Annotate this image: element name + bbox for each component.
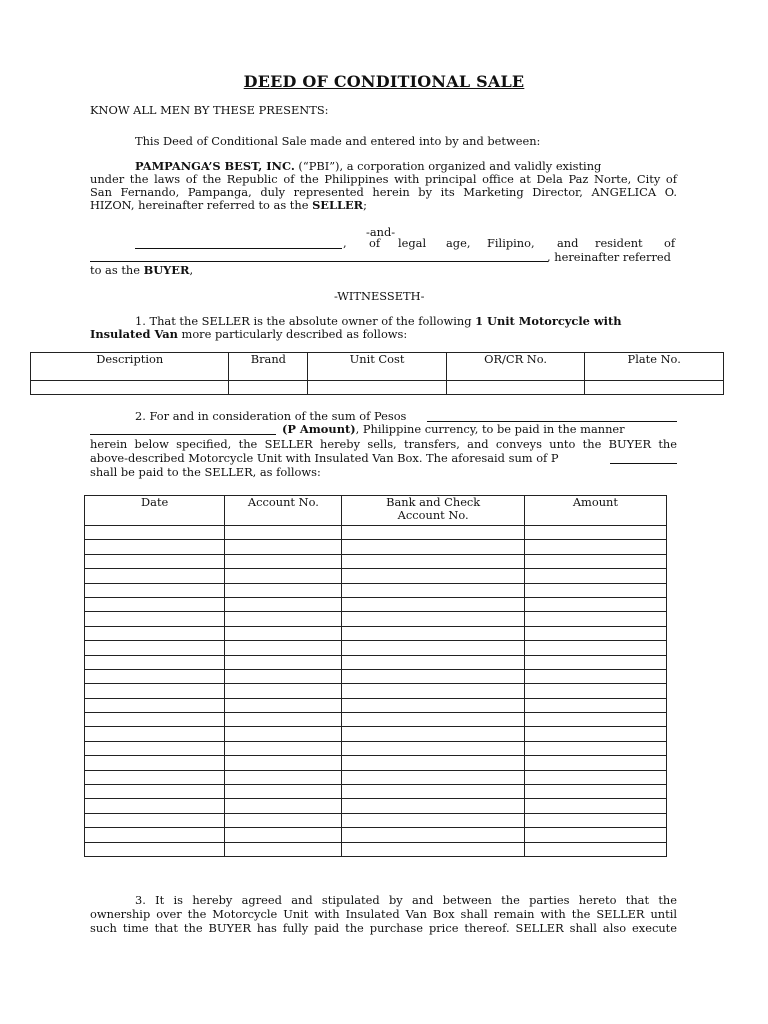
payment-cell-date[interactable] xyxy=(85,698,225,712)
seller-line-4: HIZON, hereinafter referred to as the SELLER; xyxy=(90,198,367,212)
payment-table-row xyxy=(85,828,667,842)
payment-cell-date[interactable] xyxy=(85,669,225,683)
payment-cell-account[interactable] xyxy=(225,698,342,712)
payment-table-row xyxy=(85,727,667,741)
payment-cell-amount[interactable] xyxy=(524,828,666,842)
payment-cell-amount[interactable] xyxy=(524,583,666,597)
payment-table-row xyxy=(85,655,667,669)
payment-cell-bank-check[interactable] xyxy=(342,813,524,827)
payment-table-row xyxy=(85,641,667,655)
payment-header-date: Date xyxy=(85,496,225,526)
amount-blank[interactable] xyxy=(610,453,677,464)
payment-cell-amount[interactable] xyxy=(524,698,666,712)
payment-cell-amount[interactable] xyxy=(524,540,666,554)
payment-cell-amount[interactable] xyxy=(524,741,666,755)
payment-table-row xyxy=(85,842,667,856)
clause-3-line-3: such time that the BUYER has fully paid the purchase price thereof. SELLER shall also execute xyxy=(90,921,677,935)
unit-cell-brand[interactable] xyxy=(229,381,308,395)
payment-cell-bank-check[interactable] xyxy=(342,842,524,856)
payment-cell-account[interactable] xyxy=(225,540,342,554)
payment-table-row xyxy=(85,669,667,683)
clause-2-line-3: herein below specified, the SELLER hereby sells, transfers, and conveys unto the BUYER the xyxy=(90,437,677,451)
payment-table-row xyxy=(85,540,667,554)
payment-cell-bank-check[interactable] xyxy=(342,583,524,597)
payment-cell-bank-check[interactable] xyxy=(342,756,524,770)
payment-table-row xyxy=(85,569,667,583)
payment-cell-bank-check[interactable] xyxy=(342,828,524,842)
unit-table xyxy=(30,352,724,395)
payment-cell-date[interactable] xyxy=(85,799,225,813)
clause-1-line-1: 1. That the SELLER is the absolute owner of the following 1 Unit Motorcycle with xyxy=(135,314,622,328)
payment-cell-bank-check[interactable] xyxy=(342,741,524,755)
clause-2-line-4: above-described Motorcycle Unit with Insulated Van Box. The aforesaid sum of P xyxy=(90,451,559,465)
buyer-label: BUYER xyxy=(143,263,190,277)
payment-cell-bank-check[interactable] xyxy=(342,785,524,799)
payment-cell-date[interactable] xyxy=(85,785,225,799)
payment-table-row xyxy=(85,597,667,611)
payment-cell-bank-check[interactable] xyxy=(342,727,524,741)
payment-cell-amount[interactable] xyxy=(524,626,666,640)
payment-cell-account[interactable] xyxy=(225,727,342,741)
payment-cell-bank-check[interactable] xyxy=(342,597,524,611)
payment-cell-amount[interactable] xyxy=(524,669,666,683)
payment-cell-account[interactable] xyxy=(225,741,342,755)
payment-cell-bank-check[interactable] xyxy=(342,698,524,712)
payment-table-row xyxy=(85,554,667,568)
payment-cell-amount[interactable] xyxy=(524,842,666,856)
payment-cell-account[interactable] xyxy=(225,626,342,640)
payment-table-row xyxy=(85,713,667,727)
payment-schedule-table xyxy=(84,495,667,857)
payment-cell-date[interactable] xyxy=(85,655,225,669)
payment-cell-amount[interactable] xyxy=(524,713,666,727)
payment-cell-account[interactable] xyxy=(225,828,342,842)
payment-cell-amount[interactable] xyxy=(524,756,666,770)
unit-header-description: Description xyxy=(31,353,229,381)
payment-table-row xyxy=(85,526,667,540)
payment-cell-account[interactable] xyxy=(225,669,342,683)
payment-table-row xyxy=(85,741,667,755)
payment-cell-amount[interactable] xyxy=(524,655,666,669)
payment-cell-bank-check[interactable] xyxy=(342,799,524,813)
payment-table-row xyxy=(85,698,667,712)
payment-cell-date[interactable] xyxy=(85,526,225,540)
clause-3-line-1: 3. It is hereby agreed and stipulated by and between the parties hereto that the xyxy=(135,893,677,907)
buyer-line-3: to as the BUYER, xyxy=(90,263,194,277)
payment-cell-date[interactable] xyxy=(85,741,225,755)
payment-cell-account[interactable] xyxy=(225,770,342,784)
payment-cell-bank-check[interactable] xyxy=(342,569,524,583)
unit-header-brand: Brand xyxy=(229,353,308,381)
payment-cell-account[interactable] xyxy=(225,684,342,698)
seller-line-3: San Fernando, Pampanga, duly represented herein by its Marketing Director, ANGELICA O. xyxy=(90,185,677,199)
payment-cell-bank-check[interactable] xyxy=(342,554,524,568)
amount-words-blank[interactable] xyxy=(427,411,677,422)
clause-2-line-5: shall be paid to the SELLER, as follows: xyxy=(90,465,321,479)
payment-table-row xyxy=(85,583,667,597)
document-title: DEED OF CONDITIONAL SALE xyxy=(243,72,525,91)
payment-table-row xyxy=(85,684,667,698)
buyer-name-blank[interactable] xyxy=(135,238,342,249)
seller-line-2: under the laws of the Republic of the Philippines with principal office at Dela Paz Norte, City of xyxy=(90,172,677,186)
payment-cell-bank-check[interactable] xyxy=(342,641,524,655)
payment-cell-bank-check[interactable] xyxy=(342,669,524,683)
payment-cell-date[interactable] xyxy=(85,770,225,784)
payment-cell-account[interactable] xyxy=(225,713,342,727)
payment-cell-account[interactable] xyxy=(225,785,342,799)
unit-cell-or-cr[interactable] xyxy=(446,381,585,395)
clause-1-line-2: Insulated Van more particularly described as follows: xyxy=(90,327,408,341)
clause-3-line-2: ownership over the Motorcycle Unit with Insulated Van Box shall remain with the SELLER until xyxy=(90,907,677,921)
payment-cell-account[interactable] xyxy=(225,597,342,611)
payment-cell-account[interactable] xyxy=(225,756,342,770)
payment-cell-bank-check[interactable] xyxy=(342,540,524,554)
buyer-line-2-post: , hereinafter referred xyxy=(547,250,671,264)
payment-cell-amount[interactable] xyxy=(524,641,666,655)
unit-header-or-cr: OR/CR No. xyxy=(446,353,585,381)
payment-cell-amount[interactable] xyxy=(524,785,666,799)
payment-cell-amount[interactable] xyxy=(524,597,666,611)
unit-table-header-row xyxy=(31,353,724,381)
payment-cell-account[interactable] xyxy=(225,641,342,655)
payment-cell-amount[interactable] xyxy=(524,526,666,540)
payment-cell-bank-check[interactable] xyxy=(342,684,524,698)
payment-cell-account[interactable] xyxy=(225,526,342,540)
payment-cell-account[interactable] xyxy=(225,799,342,813)
payment-cell-bank-check[interactable] xyxy=(342,612,524,626)
buyer-address-blank[interactable] xyxy=(90,251,548,262)
witnesseth-heading: -WITNESSETH- xyxy=(334,289,425,303)
payment-cell-date[interactable] xyxy=(85,583,225,597)
payment-cell-date[interactable] xyxy=(85,569,225,583)
unit-cell-unit-cost[interactable] xyxy=(308,381,447,395)
payment-cell-date[interactable] xyxy=(85,713,225,727)
unit-header-unit-cost: Unit Cost xyxy=(308,353,447,381)
opening-line: KNOW ALL MEN BY THESE PRESENTS: xyxy=(90,103,329,117)
payment-cell-date[interactable] xyxy=(85,540,225,554)
payment-cell-date[interactable] xyxy=(85,756,225,770)
payment-cell-account[interactable] xyxy=(225,569,342,583)
unit-cell-description[interactable] xyxy=(31,381,229,395)
payment-cell-bank-check[interactable] xyxy=(342,655,524,669)
payment-table-header-row xyxy=(85,496,667,526)
payment-cell-date[interactable] xyxy=(85,554,225,568)
unit-table-row xyxy=(31,381,724,395)
payment-cell-account[interactable] xyxy=(225,842,342,856)
payment-cell-account[interactable] xyxy=(225,813,342,827)
seller-label: SELLER xyxy=(312,198,364,212)
payment-cell-date[interactable] xyxy=(85,828,225,842)
payment-cell-date[interactable] xyxy=(85,813,225,827)
payment-header-account: Account No. xyxy=(225,496,342,526)
seller-name: PAMPANGA’S BEST, INC. xyxy=(135,159,295,173)
unit-cell-plate[interactable] xyxy=(585,381,724,395)
payment-cell-date[interactable] xyxy=(85,684,225,698)
payment-cell-amount[interactable] xyxy=(524,799,666,813)
payment-cell-amount[interactable] xyxy=(524,770,666,784)
payment-cell-bank-check[interactable] xyxy=(342,526,524,540)
payment-cell-date[interactable] xyxy=(85,641,225,655)
unit-header-plate: Plate No. xyxy=(585,353,724,381)
payment-cell-amount[interactable] xyxy=(524,684,666,698)
payment-table-row xyxy=(85,770,667,784)
and-separator: -and- xyxy=(366,225,396,239)
payment-cell-date[interactable] xyxy=(85,612,225,626)
payment-table-row xyxy=(85,813,667,827)
payment-cell-amount[interactable] xyxy=(524,727,666,741)
payment-cell-account[interactable] xyxy=(225,655,342,669)
payment-table-row xyxy=(85,785,667,799)
payment-cell-amount[interactable] xyxy=(524,813,666,827)
payment-cell-bank-check[interactable] xyxy=(342,713,524,727)
payment-cell-account[interactable] xyxy=(225,554,342,568)
payment-cell-account[interactable] xyxy=(225,583,342,597)
amount-words-blank-2[interactable] xyxy=(90,424,276,435)
payment-cell-bank-check[interactable] xyxy=(342,770,524,784)
payment-header-bank-check: Bank and Check Account No. xyxy=(342,496,524,526)
payment-table-row xyxy=(85,799,667,813)
clause-2-line-1: 2. For and in consideration of the sum of Pesos xyxy=(135,409,407,423)
payment-cell-account[interactable] xyxy=(225,612,342,626)
payment-cell-amount[interactable] xyxy=(524,612,666,626)
payment-cell-date[interactable] xyxy=(85,626,225,640)
payment-table-row xyxy=(85,756,667,770)
payment-cell-amount[interactable] xyxy=(524,569,666,583)
payment-table-row xyxy=(85,612,667,626)
payment-header-amount: Amount xyxy=(524,496,666,526)
payment-cell-date[interactable] xyxy=(85,842,225,856)
payment-cell-bank-check[interactable] xyxy=(342,626,524,640)
payment-cell-amount[interactable] xyxy=(524,554,666,568)
clause-2-line-2: (P Amount), Philippine currency, to be paid in the manner xyxy=(282,422,625,436)
payment-cell-date[interactable] xyxy=(85,727,225,741)
document-page: DEED OF CONDITIONAL SALE KNOW ALL MEN BY THESE PRESENTS: This Deed of Conditional Sale made and entered into by and between: PAMPANGA’S BEST, INC. (“PBI”), a corporation organized and validly existing under the laws of the Republic of the Philippines with principal office at Dela Paz Norte, City of San Fernando, Pampanga, duly represented herein by its Marketing Director, ANGELICA O. HIZON, hereinafter referred to as the SELLER; -and- , of legal age, Filipino, and resident of , hereinafter referred to as the BUYER, -WITNESSETH- 1. That the SELLER is the absolute owner of the following 1 Unit Motorcycle with Insulated Van more particularly described as follows: Description Brand Unit Cost OR/CR No. Plate No. 2. For and in consideration of the sum of Pesos (P Amount), Philippine currency, to be paid in the manner herein below specified, the SELLER hereby sells, transfers, and conveys unto the BUYER the above-described Motorcycle Unit with Insulated Van Box. The aforesaid sum of P shall be paid to the SELLER, as follows: Date Account No. Bank and Check Account No. Amount 3. It is hereby agreed and stipulated by and between the parties hereto that the ownership over the Motorcycle Unit with Insulated Van Box shall remain with the SELLER until such time that the BUYER has fully paid the purchase price thereof. SELLER shall also execute xyxy=(0,0,768,1024)
intro-paragraph: This Deed of Conditional Sale made and entered into by and between: xyxy=(135,134,541,148)
payment-cell-date[interactable] xyxy=(85,597,225,611)
payment-table-row xyxy=(85,626,667,640)
seller-line-1-rest: (“PBI”), a corporation organized and validly existing xyxy=(294,159,602,173)
